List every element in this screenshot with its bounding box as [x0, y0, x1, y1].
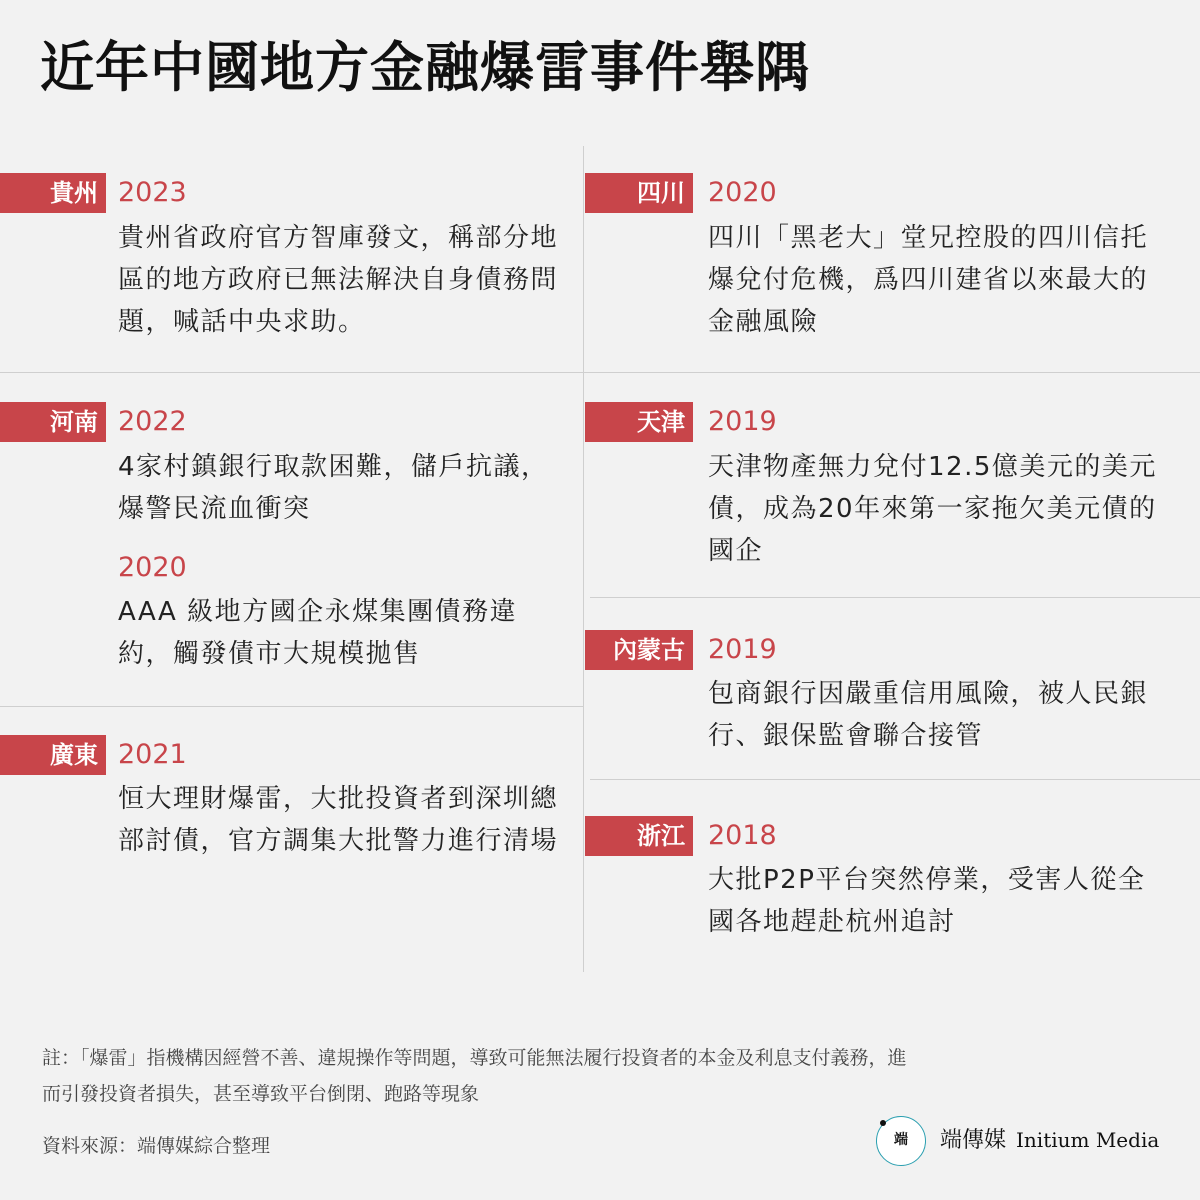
year-henan-2: 2020 — [118, 552, 187, 583]
desc-henan: 4家村鎮銀行取款困難，儲戶抗議，爆警民流血衝突 — [118, 452, 549, 524]
region-tag-tianjin: 天津 — [585, 402, 693, 442]
year-sichuan: 2020 — [708, 177, 777, 208]
year-zhejiang: 2018 — [708, 820, 777, 851]
divider-right-3 — [590, 779, 1200, 780]
divider-right-2 — [590, 597, 1200, 598]
region-tag-zhejiang: 浙江 — [585, 816, 693, 856]
brand-logo-dot — [880, 1120, 886, 1126]
page-title: 近年中國地方金融爆雷事件舉隅 — [40, 36, 810, 99]
brand-name-en: Initium Media — [1016, 1128, 1160, 1152]
desc-zhejiang: 大批P2P平台突然停業，受害人從全國各地趕赴杭州追討 — [708, 865, 1146, 937]
desc-guizhou: 貴州省政府官方智庫發文，稱部分地區的地方政府已無法解決自身債務問題，喊話中央求助。 — [118, 223, 559, 337]
source-credit: 資料來源：端傳媒綜合整理 — [42, 1135, 271, 1157]
brand-logo-glyph: 端 — [894, 1132, 908, 1148]
brand-name-zh: 端傳媒 — [940, 1128, 1007, 1153]
footnote: 註：「爆雷」指機構因經營不善、違規操作等問題，導致可能無法履行投資者的本金及利息支付義務，進而引發投資者損失，甚至導致平台倒閉、跑路等現象 — [42, 1047, 907, 1105]
year-neimenggu: 2019 — [708, 634, 777, 665]
region-tag-guizhou: 貴州 — [0, 173, 106, 213]
desc-guangdong: 恒大理財爆雷，大批投資者到深圳總部討債，官方調集大批警力進行清場 — [118, 784, 559, 856]
desc-sichuan: 四川「黑老大」堂兄控股的四川信托爆兌付危機，爲四川建省以來最大的金融風險 — [708, 223, 1149, 337]
divider-left-1 — [0, 372, 583, 373]
region-tag-neimenggu: 內蒙古 — [585, 630, 693, 670]
divider-left-2 — [0, 706, 583, 707]
year-tianjin: 2019 — [708, 406, 777, 437]
year-henan: 2022 — [118, 406, 187, 437]
divider-right-1 — [584, 372, 1200, 373]
desc-neimenggu: 包商銀行因嚴重信用風險，被人民銀行、銀保監會聯合接管 — [708, 679, 1149, 751]
desc-tianjin: 天津物產無力兌付12.5億美元的美元債，成為20年來第一家拖欠美元債的國企 — [708, 452, 1157, 566]
desc-henan-2: AAA 級地方國企永煤集團債務違約，觸發債市大規模拋售 — [118, 597, 518, 669]
brand-name — [940, 1120, 1159, 1161]
region-tag-henan: 河南 — [0, 402, 106, 442]
year-guangdong: 2021 — [118, 739, 187, 770]
region-tag-guangdong: 廣東 — [0, 735, 106, 775]
region-tag-sichuan: 四川 — [585, 173, 693, 213]
column-divider — [583, 146, 584, 972]
year-guizhou: 2023 — [118, 177, 187, 208]
